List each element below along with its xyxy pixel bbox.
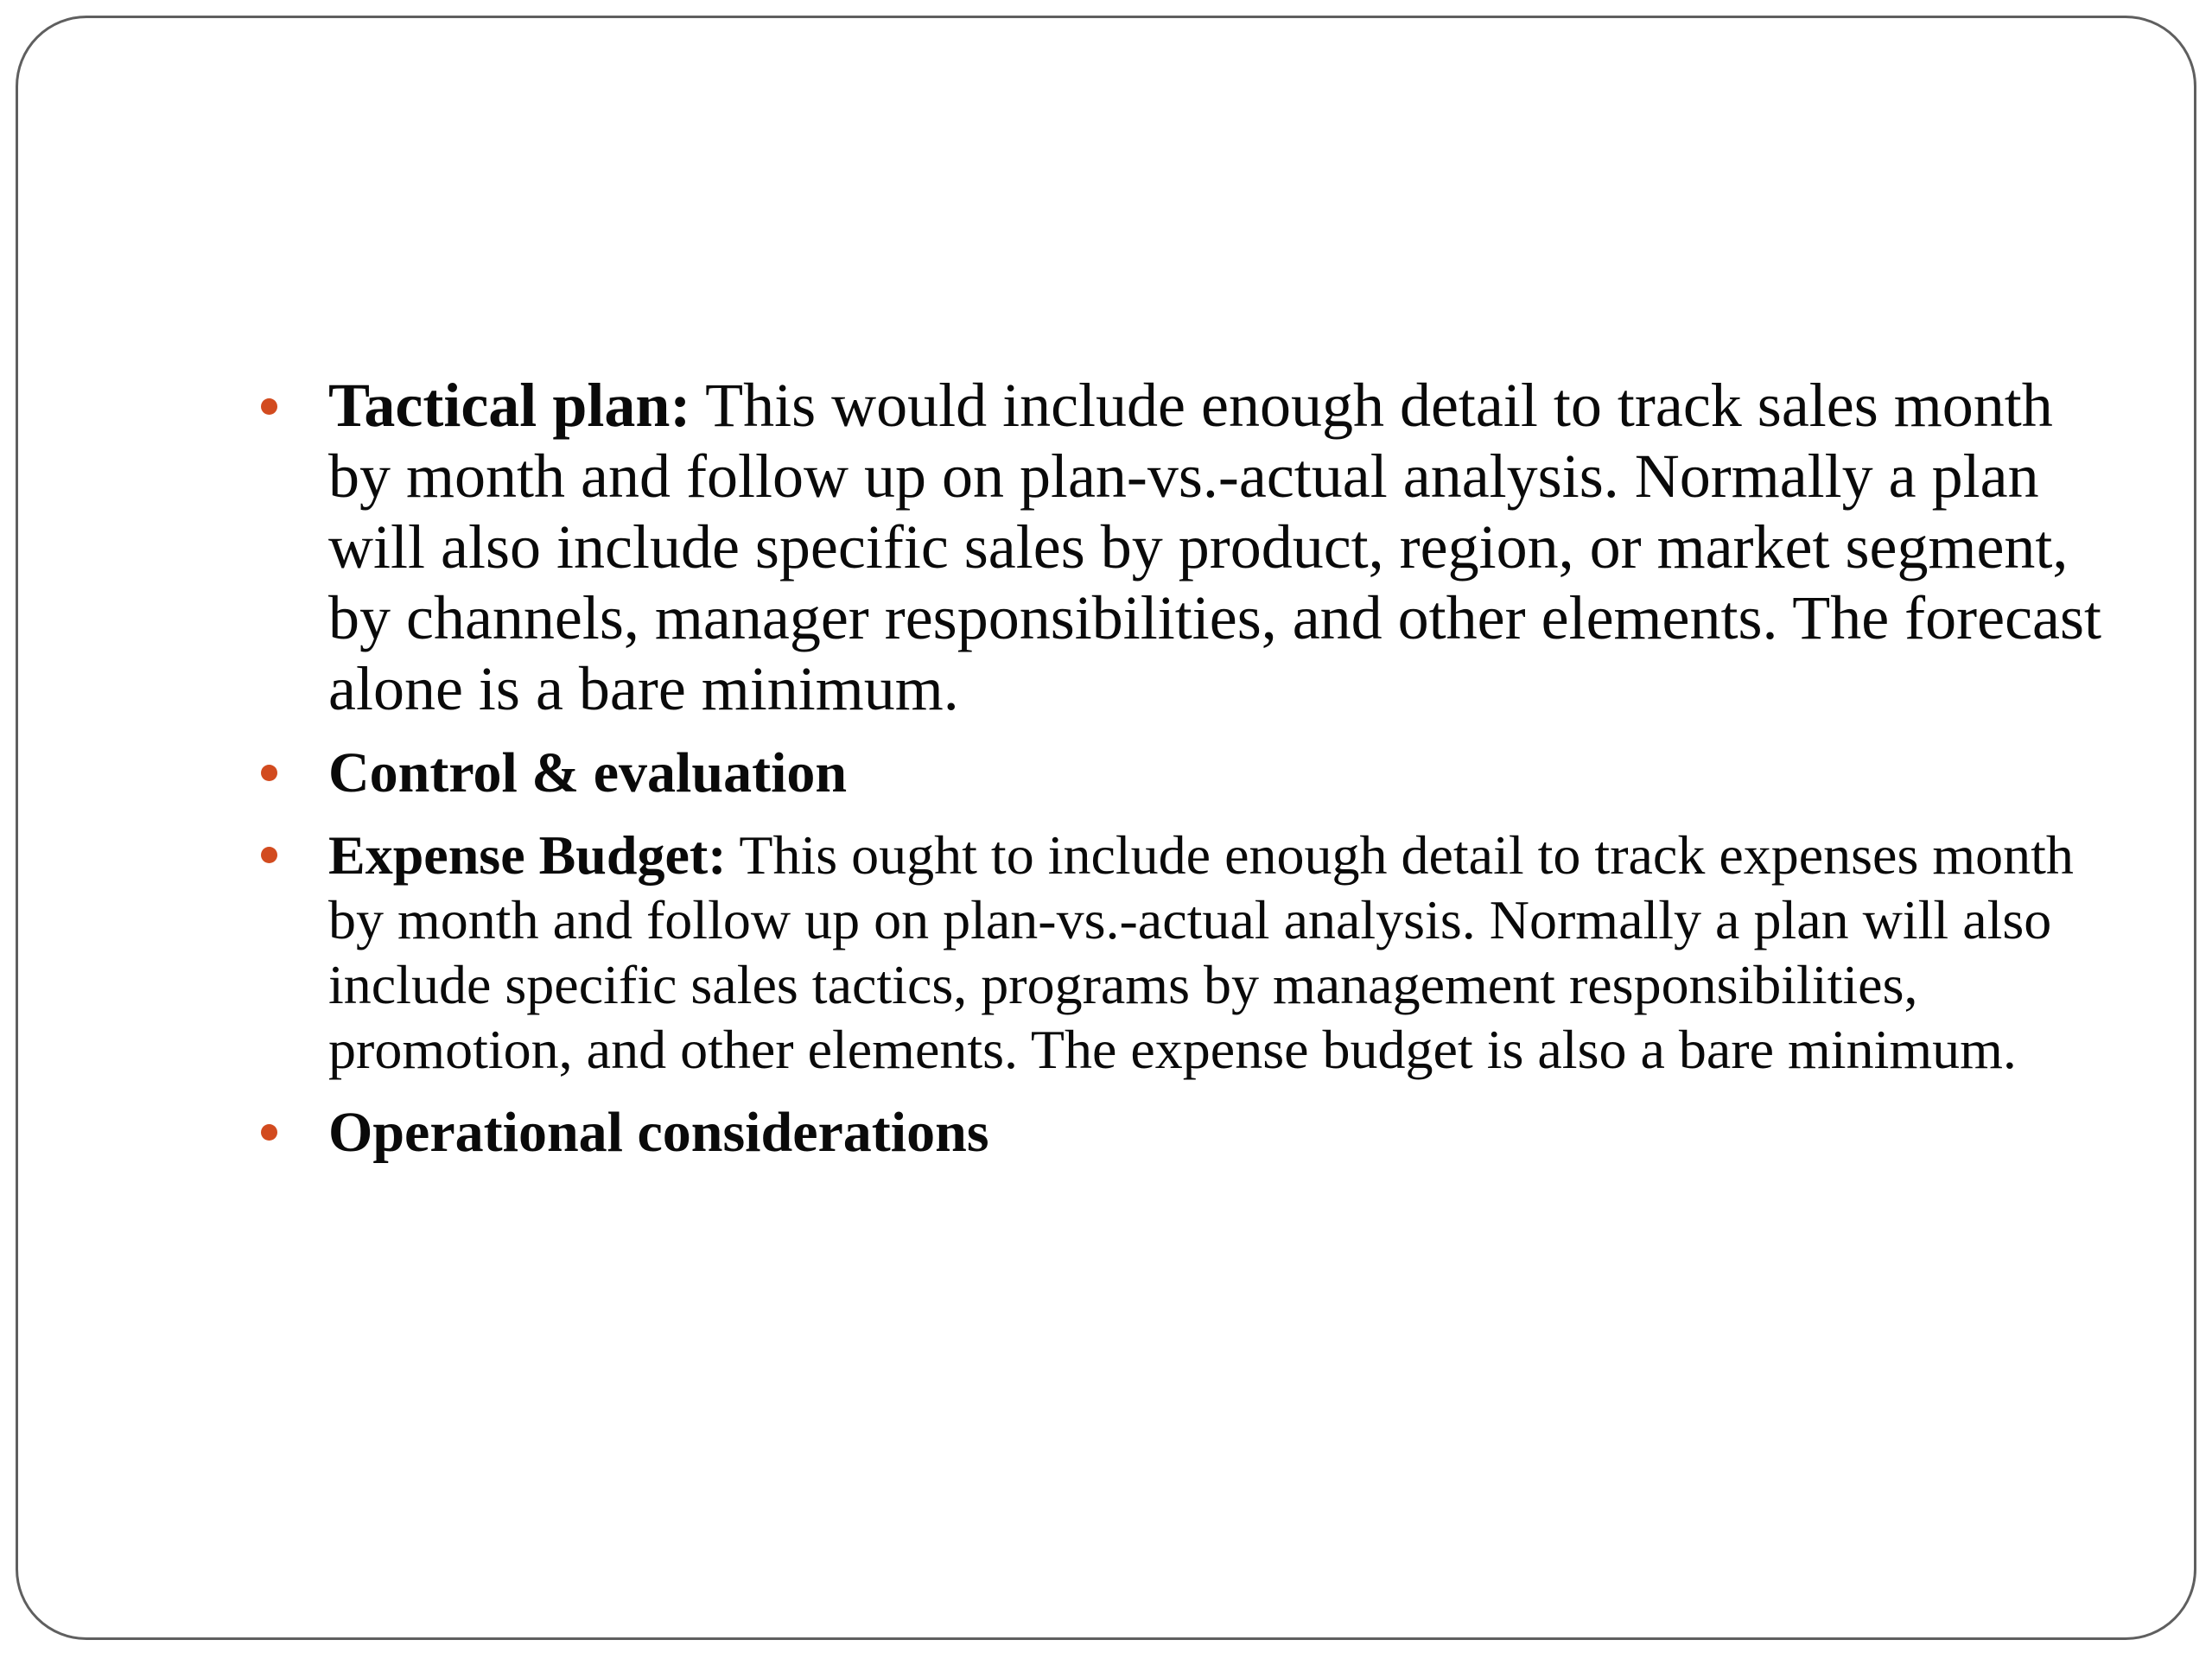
bullet-list <box>254 370 2120 1182</box>
bullet-term: Tactical plan: <box>328 371 691 440</box>
bullet-term: Control & evaluation <box>328 741 848 804</box>
bullet-operational-considerations <box>254 1097 2120 1168</box>
bullet-dot-icon <box>261 765 277 781</box>
bullet-term: Expense Budget: <box>328 824 727 886</box>
bullet-term: Operational considerations <box>328 1101 989 1164</box>
bullet-tactical-plan <box>254 370 2120 724</box>
bullet-dot-icon <box>261 398 277 415</box>
slide-frame <box>16 16 2196 1640</box>
bullet-dot-icon <box>261 847 277 863</box>
bullet-text: This ought to include enough detail to track expenses month by month and follow up on plan-vs.-actual analysis. Normally a plan will also include specific sales tactics, programs by management responsibilities, promotion, and other elements. The expense budget is also a bare minimum. <box>328 824 2074 1080</box>
bullet-text: This would include enough detail to track sales month by month and follow up on plan-vs.-actual analysis. Normally a plan will also include specific sales by product, region, or market segment, by channels, manager responsibilities, and other elements. The forecast alone is a bare minimum. <box>328 371 2101 723</box>
bullet-expense-budget <box>254 823 2120 1082</box>
bullet-dot-icon <box>261 1124 277 1141</box>
bullet-control-evaluation <box>254 738 2120 809</box>
